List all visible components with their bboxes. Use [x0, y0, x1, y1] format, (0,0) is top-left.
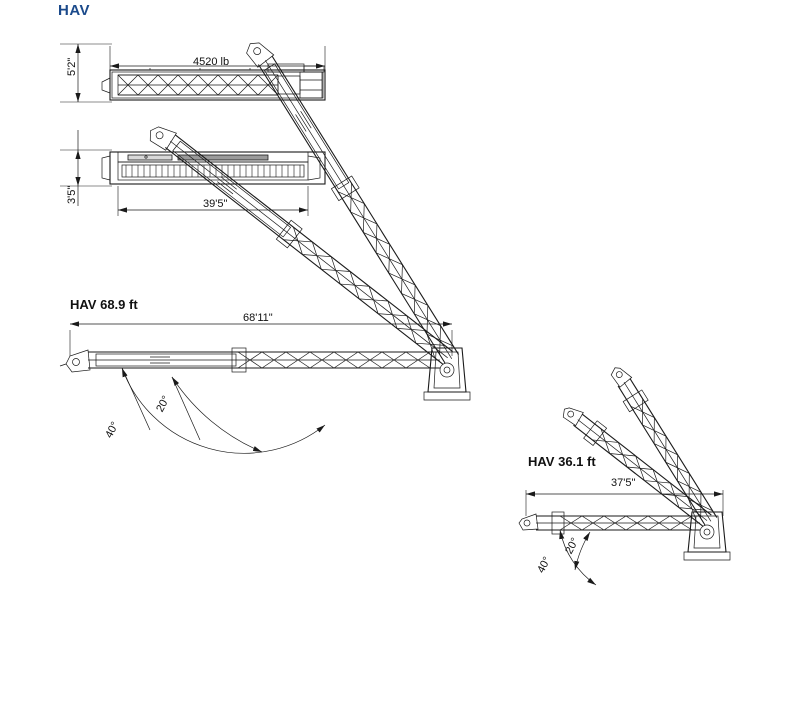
top-view-upper-machine [102, 64, 325, 100]
boom-689-position-horizontal [60, 348, 440, 372]
boom-689-angle-40: 40° [103, 419, 122, 441]
boom-361-angle-40: 40° [535, 554, 554, 576]
boom-361-position-40deg [606, 362, 721, 527]
length-label: 39'5" [203, 198, 228, 210]
boom-689-angle-20: 20° [154, 393, 173, 415]
boom-361-position-horizontal [519, 512, 700, 534]
boom-361-reach-label: 37'5" [611, 477, 636, 489]
boom-689-title: HAV 68.9 ft [70, 297, 138, 312]
boom-689-reach-label: 68'11" [243, 312, 273, 324]
weight-label: 4520 lb [193, 56, 230, 68]
boom-361-diagram [519, 362, 730, 585]
height-label: 5'2" [66, 57, 78, 76]
page-title: HAV [58, 2, 91, 19]
boom-361-title: HAV 36.1 ft [528, 454, 596, 469]
top-view-lower-machine [102, 152, 325, 184]
lower-height-label: 3'5" [66, 185, 78, 204]
boom-361-angle-20: 20° [563, 535, 582, 557]
